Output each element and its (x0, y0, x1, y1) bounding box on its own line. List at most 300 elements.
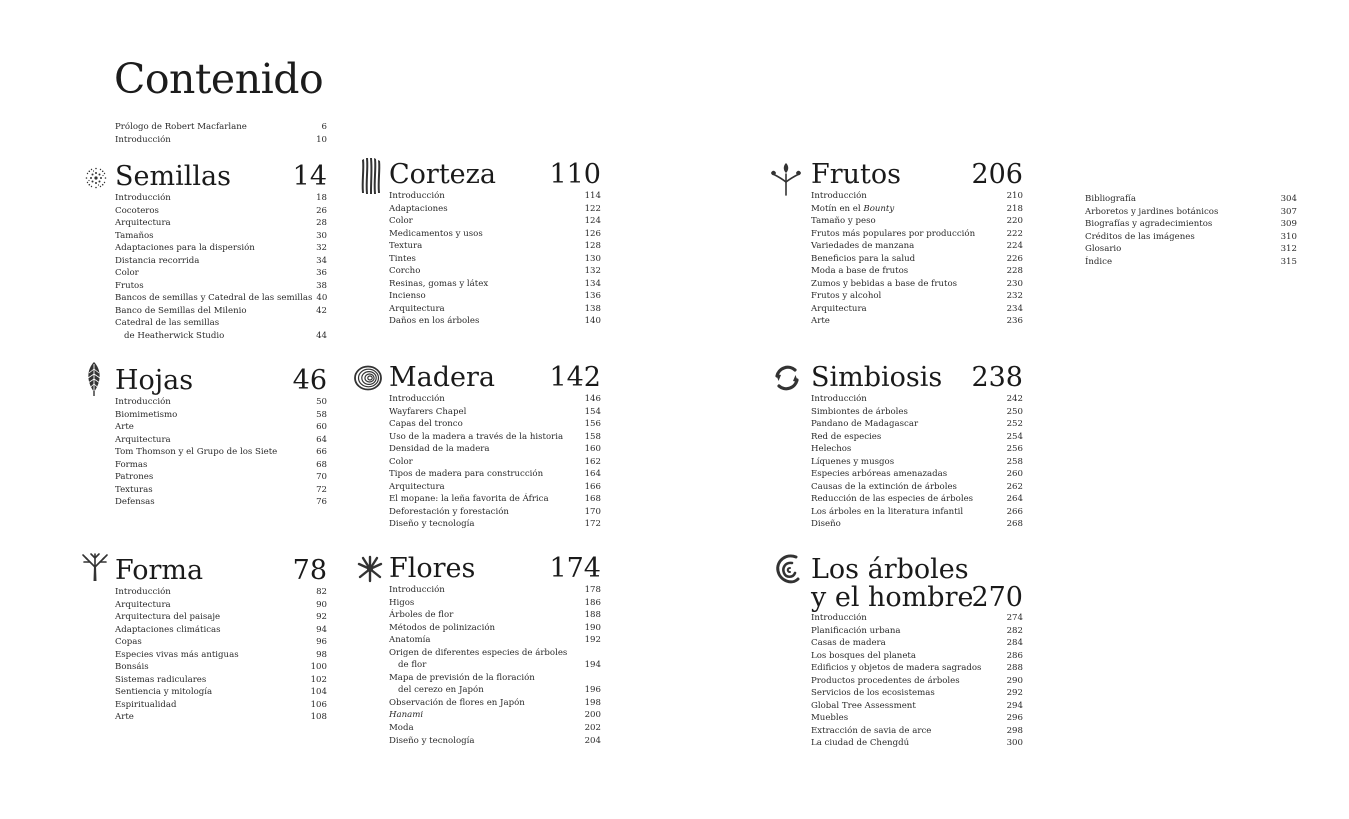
toc-entry-page: 315 (1280, 256, 1297, 267)
toc-entry-title: Color (389, 456, 413, 467)
toc-entry[interactable] (389, 406, 601, 419)
toc-entry[interactable] (389, 456, 601, 469)
toc-entry[interactable] (115, 459, 327, 472)
toc-entry-title: El mopane: la leña favorita de África (389, 494, 549, 505)
toc-entry[interactable] (115, 711, 327, 724)
toc-entry[interactable] (115, 317, 327, 330)
toc-entry-page: 36 (316, 268, 327, 279)
toc-entry[interactable] (389, 735, 601, 748)
toc-entry[interactable] (811, 637, 1023, 650)
toc-entry[interactable] (389, 253, 601, 266)
toc-entry-page: 60 (316, 422, 327, 433)
toc-entry[interactable] (811, 625, 1023, 638)
toc-entry[interactable] (389, 443, 601, 456)
toc-entry-page: 158 (584, 431, 601, 442)
toc-entry[interactable] (389, 584, 601, 597)
toc-entry-page: 192 (584, 635, 601, 646)
toc-entry[interactable] (1085, 193, 1297, 206)
section-items (811, 612, 1023, 750)
toc-entry[interactable] (811, 725, 1023, 738)
section-title: Hojas (115, 365, 194, 396)
tree-rings-icon (354, 365, 382, 391)
toc-entry-title: Especies vivas más antiguas (115, 649, 239, 660)
toc-entry[interactable] (811, 228, 1023, 241)
toc-entry-page: 140 (584, 316, 601, 327)
toc-entry[interactable] (811, 406, 1023, 419)
toc-entry[interactable] (389, 709, 601, 722)
toc-entry-page: 106 (310, 699, 327, 710)
toc-entry-title: Productos procedentes de árboles (811, 675, 960, 686)
toc-entry-page: 204 (584, 735, 601, 746)
toc-entry-page: 136 (584, 291, 601, 302)
toc-entry[interactable] (115, 661, 327, 674)
toc-entry-title: Frutos más populares por producción (811, 228, 976, 239)
toc-entry[interactable] (115, 121, 327, 134)
section-page: 14 (292, 161, 327, 192)
toc-entry[interactable] (1085, 231, 1297, 244)
toc-entry-page: 160 (584, 444, 601, 455)
toc-entry[interactable] (811, 675, 1023, 688)
toc-entry-page: 154 (584, 406, 601, 417)
toc-entry-title: Beneficios para la salud (811, 253, 916, 264)
toc-entry[interactable] (115, 434, 327, 447)
toc-entry-page: 312 (1280, 244, 1297, 255)
toc-entry[interactable] (811, 290, 1023, 303)
toc-entry[interactable] (1085, 256, 1297, 269)
toc-entry-title: Biografías y agradecimientos (1085, 219, 1213, 230)
toc-entry-page: 234 (1006, 303, 1023, 314)
toc-entry-page: 18 (316, 193, 327, 203)
toc-entry[interactable] (389, 240, 601, 253)
section-items (811, 393, 1023, 531)
toc-entry[interactable] (811, 612, 1023, 625)
toc-entry[interactable] (389, 315, 601, 328)
flower-icon (356, 555, 384, 583)
toc-entry-title: Biomimetismo (115, 409, 178, 420)
toc-entry[interactable] (115, 217, 327, 230)
toc-entry-title: Sentiencia y mitología (115, 687, 213, 698)
toc-entry[interactable] (389, 493, 601, 506)
toc-entry-page: 82 (316, 587, 327, 597)
section-arboles-hombre (811, 556, 1023, 750)
toc-entry-title: La ciudad de Chengdú (811, 738, 910, 749)
toc-entry[interactable] (811, 418, 1023, 431)
toc-entry-title: Adaptaciones climáticas (115, 624, 221, 635)
toc-entry-page: 156 (584, 419, 601, 430)
toc-entry-page: 304 (1280, 194, 1297, 204)
toc-entry[interactable] (811, 712, 1023, 725)
toc-entry-page: 50 (316, 397, 327, 407)
toc-entry-page: 44 (316, 331, 327, 342)
toc-entry[interactable] (115, 255, 327, 268)
toc-entry[interactable] (115, 280, 327, 293)
section-title: Corteza (389, 159, 496, 190)
toc-entry-title: Diseño (811, 519, 841, 530)
toc-entry-title: Introducción (115, 134, 171, 145)
toc-entry-page: 222 (1006, 228, 1023, 239)
toc-entry[interactable] (811, 265, 1023, 278)
toc-entry[interactable] (115, 611, 327, 624)
toc-entry[interactable] (115, 446, 327, 459)
toc-entry[interactable] (389, 672, 601, 685)
toc-entry-title: Observación de flores en Japón (389, 697, 525, 708)
toc-entry-title: Variedades de manzana (811, 241, 915, 252)
italic-title-part: Bounty (863, 203, 895, 214)
toc-entry-page: 218 (1006, 203, 1023, 214)
section-hojas (115, 366, 327, 509)
toc-entry-page: 108 (310, 712, 327, 723)
toc-entry-title: Capas del tronco (389, 419, 463, 430)
toc-entry-page: 172 (584, 519, 601, 530)
toc-entry-title: Introducción (811, 394, 867, 404)
toc-entry-title: Arquitectura (389, 481, 445, 492)
toc-entry-title: Copas (115, 637, 142, 648)
toc-entry[interactable] (115, 396, 327, 409)
toc-entry-page: 186 (584, 597, 601, 608)
toc-entry[interactable] (389, 203, 601, 216)
toc-entry[interactable] (389, 518, 601, 531)
toc-entry[interactable] (389, 393, 601, 406)
toc-entry[interactable] (389, 609, 601, 622)
toc-entry[interactable] (389, 622, 601, 635)
toc-entry-title: Introducción (389, 191, 445, 201)
toc-entry[interactable] (811, 240, 1023, 253)
toc-entry[interactable] (389, 228, 601, 241)
toc-entry-title: Glosario (1085, 244, 1122, 255)
section-items (115, 396, 327, 509)
section-page: 206 (971, 159, 1023, 190)
section-page: 142 (549, 362, 601, 393)
toc-entry-title: Cocoteros (115, 205, 159, 216)
toc-entry-page: 96 (316, 637, 327, 648)
toc-entry[interactable] (389, 290, 601, 303)
toc-entry[interactable] (811, 190, 1023, 203)
toc-entry[interactable] (1085, 218, 1297, 231)
toc-entry-page: 94 (316, 624, 327, 635)
toc-entry-title: Diseño y tecnología (389, 519, 475, 530)
toc-entry[interactable] (811, 481, 1023, 494)
toc-entry[interactable] (811, 700, 1023, 713)
toc-entry-page: 294 (1006, 700, 1023, 711)
toc-entry-page: 307 (1280, 206, 1297, 217)
toc-entry-page: 26 (316, 205, 327, 216)
section-page: 238 (971, 362, 1023, 393)
toc-entry-title: Edificios y objetos de madera sagrados (811, 663, 982, 674)
toc-entry-title: Wayfarers Chapel (389, 406, 467, 417)
toc-entry-page: 202 (584, 723, 601, 734)
toc-entry-page: 242 (1006, 394, 1023, 404)
toc-entry-page: 228 (1006, 266, 1023, 277)
toc-entry-page: 260 (1006, 469, 1023, 480)
toc-entry-page: 268 (1006, 519, 1023, 530)
toc-entry-page: 288 (1006, 663, 1023, 674)
toc-entry-page: 128 (584, 241, 601, 252)
toc-entry[interactable] (811, 443, 1023, 456)
toc-entry[interactable] (389, 647, 601, 660)
toc-entry[interactable] (811, 737, 1023, 750)
toc-entry-title: Resinas, gomas y látex (389, 278, 489, 289)
toc-entry[interactable] (389, 265, 601, 278)
toc-entry[interactable] (115, 421, 327, 434)
toc-entry-page: 194 (584, 660, 601, 671)
toc-entry-title: Deforestación y forestación (389, 506, 509, 517)
toc-entry[interactable] (115, 409, 327, 422)
toc-entry-page: 266 (1006, 506, 1023, 517)
toc-entry[interactable] (811, 393, 1023, 406)
toc-entry-title: Medicamentos y usos (389, 228, 483, 239)
toc-entry-title: Texturas (115, 484, 153, 495)
toc-entry-page: 224 (1006, 241, 1023, 252)
toc-entry-page: 130 (584, 253, 601, 264)
toc-entry-title: Arquitectura (115, 434, 171, 445)
toc-entry[interactable] (811, 315, 1023, 328)
toc-entry-title: Introducción (389, 394, 445, 404)
toc-entry-page: 38 (316, 280, 327, 291)
toc-entry[interactable] (389, 684, 601, 697)
toc-entry-title: Introducción (811, 613, 867, 623)
toc-entry-page: 90 (316, 599, 327, 610)
toc-entry[interactable] (389, 634, 601, 647)
toc-entry-title: Defensas (115, 497, 155, 508)
toc-entry-title: Introducción (115, 397, 171, 407)
toc-entry[interactable] (811, 203, 1023, 216)
toc-entry[interactable] (811, 215, 1023, 228)
toc-entry-page: 190 (584, 622, 601, 633)
toc-entry[interactable] (115, 484, 327, 497)
toc-entry[interactable] (389, 597, 601, 610)
toc-entry[interactable] (389, 697, 601, 710)
toc-entry-title: Densidad de la madera (389, 444, 490, 455)
toc-entry-title: Prólogo de Robert Macfarlane (115, 122, 247, 132)
toc-entry-page: 198 (584, 697, 601, 708)
toc-entry[interactable] (811, 662, 1023, 675)
toc-entry-title: Banco de Semillas del Milenio (115, 305, 247, 316)
toc-entry-page: 30 (316, 230, 327, 241)
toc-entry[interactable] (115, 599, 327, 612)
toc-entry-page: 92 (316, 612, 327, 623)
back-matter-list (1085, 193, 1297, 268)
toc-entry-title: Índice (1085, 256, 1113, 267)
toc-entry-title: Anatomía (389, 635, 431, 646)
toc-entry-page: 298 (1006, 725, 1023, 736)
toc-entry[interactable] (115, 586, 327, 599)
toc-entry[interactable] (811, 518, 1023, 531)
toc-entry-title: Líquenes y musgos (811, 456, 895, 467)
section-madera (389, 363, 601, 531)
toc-entry-title: Tamaños (115, 230, 154, 241)
toc-entry-page: 286 (1006, 650, 1023, 661)
toc-entry[interactable] (389, 481, 601, 494)
toc-entry-title: Origen de diferentes especies de árboles (389, 647, 568, 658)
toc-entry-title: Helechos (811, 444, 852, 455)
toc-entry-page: 40 (316, 293, 328, 304)
toc-entry[interactable] (811, 687, 1023, 700)
toc-entry-title: Arquitectura (115, 599, 171, 610)
toc-entry-page: 166 (584, 481, 601, 492)
toc-entry[interactable] (115, 471, 327, 484)
toc-entry[interactable] (115, 267, 327, 280)
toc-entry-page: 200 (584, 710, 601, 721)
toc-entry-page: 66 (316, 447, 327, 458)
toc-entry-page: 126 (584, 228, 601, 239)
toc-entry-title: Moda (389, 723, 414, 734)
toc-entry-page: 6 (321, 122, 327, 132)
toc-entry[interactable] (389, 431, 601, 444)
toc-entry-page: 64 (316, 434, 327, 445)
toc-entry-title: Color (115, 268, 139, 279)
toc-entry-title: Causas de la extinción de árboles (811, 481, 957, 492)
toc-entry-page: 236 (1006, 316, 1023, 327)
toc-entry[interactable] (1085, 206, 1297, 219)
toc-entry[interactable] (811, 650, 1023, 663)
toc-entry-title: Moda a base de frutos (811, 266, 909, 277)
toc-entry[interactable] (115, 636, 327, 649)
toc-entry-page: 122 (584, 203, 601, 214)
toc-entry[interactable] (115, 292, 327, 305)
toc-entry[interactable] (115, 192, 327, 205)
toc-entry-page: 146 (584, 394, 601, 404)
toc-entry[interactable] (115, 230, 327, 243)
section-title: Semillas (115, 161, 231, 192)
section-page: 270 (971, 582, 1023, 613)
toc-entry-page: 102 (310, 674, 327, 685)
toc-entry[interactable] (115, 205, 327, 218)
section-page: 110 (549, 159, 601, 190)
toc-entry-title: Adaptaciones (389, 203, 448, 214)
toc-entry-title: Formas (115, 459, 148, 470)
toc-entry-page: 162 (584, 456, 601, 467)
toc-entry[interactable] (115, 305, 327, 318)
toc-entry[interactable] (115, 699, 327, 712)
toc-entry[interactable] (389, 190, 601, 203)
toc-entry-page: 290 (1006, 675, 1023, 686)
toc-entry-page: 274 (1006, 613, 1023, 623)
toc-entry-page: 10 (316, 134, 327, 145)
toc-entry[interactable] (811, 253, 1023, 266)
toc-entry-title: Bibliografía (1085, 194, 1137, 204)
intro-list (115, 121, 327, 146)
toc-entry-title: Bancos de semillas y Catedral de las semillas (115, 293, 313, 304)
toc-entry-page: 282 (1006, 625, 1023, 636)
toc-entry-page: 134 (584, 278, 601, 289)
spiral-icon (774, 553, 802, 587)
section-page: 46 (292, 365, 327, 396)
toc-entry-title: Diseño y tecnología (389, 735, 475, 746)
toc-entry[interactable] (115, 496, 327, 509)
toc-entry[interactable] (811, 456, 1023, 469)
toc-entry-page: 296 (1006, 713, 1023, 724)
toc-entry-title: Sistemas radiculares (115, 674, 207, 685)
section-items (389, 190, 601, 328)
toc-entry-title: Adaptaciones para la dispersión (115, 243, 255, 254)
toc-entry-page: 132 (584, 266, 601, 277)
toc-entry-title: Bonsáis (115, 662, 149, 673)
toc-entry-title: Tipos de madera para construcción (389, 469, 544, 480)
toc-entry-page: 100 (310, 662, 327, 673)
toc-entry[interactable] (115, 624, 327, 637)
toc-entry-title: Reducción de las especies de árboles (811, 494, 974, 505)
toc-entry-page: 124 (584, 216, 601, 227)
toc-entry-title: Casas de madera (811, 638, 886, 649)
section-title: Simbiosis (811, 362, 943, 393)
toc-entry[interactable] (1085, 243, 1297, 256)
toc-entry-page: 196 (584, 685, 601, 696)
toc-entry-title: de Heatherwick Studio (124, 331, 225, 342)
section-items (389, 393, 601, 531)
section-title-line1: Los árboles (811, 554, 969, 585)
toc-entry[interactable] (811, 468, 1023, 481)
toc-entry[interactable] (115, 242, 327, 255)
toc-entry-page: 292 (1006, 688, 1023, 699)
page-title: Contenido (114, 55, 324, 103)
toc-entry[interactable] (389, 722, 601, 735)
toc-entry-title: Frutos (115, 280, 144, 291)
toc-entry-title: Arboretos y jardines botánicos (1085, 206, 1219, 217)
section-flores (389, 554, 601, 747)
toc-entry-title: Incienso (389, 291, 426, 302)
toc-entry[interactable] (811, 278, 1023, 291)
toc-entry-page: 72 (316, 484, 327, 495)
toc-entry-title: Textura (389, 241, 423, 252)
toc-entry-title: Red de especies (811, 431, 882, 442)
toc-entry[interactable] (389, 215, 601, 228)
toc-entry[interactable] (115, 686, 327, 699)
toc-entry-title: Los árboles en la literatura infantil (811, 506, 964, 517)
toc-entry-title: de flor (398, 660, 427, 671)
tree-silhouette-icon (81, 552, 109, 582)
toc-entry[interactable] (389, 278, 601, 291)
toc-entry-title: Higos (389, 597, 415, 608)
toc-entry-title: Tintes (389, 253, 416, 264)
toc-entry-title: Especies arbóreas amenazadas (811, 469, 948, 480)
toc-entry[interactable] (389, 468, 601, 481)
toc-entry-page: 220 (1006, 216, 1023, 227)
toc-entry[interactable] (115, 649, 327, 662)
toc-entry-title: Introducción (115, 193, 171, 203)
toc-entry[interactable] (811, 431, 1023, 444)
toc-entry-page: 258 (1006, 456, 1023, 467)
toc-entry-page: 114 (584, 191, 601, 201)
toc-entry-title: Muebles (811, 713, 849, 724)
toc-entry[interactable] (389, 418, 601, 431)
section-title: Flores (389, 553, 476, 584)
toc-entry-page: 138 (584, 303, 601, 314)
toc-entry-page: 104 (310, 687, 327, 698)
toc-entry[interactable] (389, 659, 601, 672)
section-items (389, 584, 601, 747)
toc-entry-title: Simbiontes de árboles (811, 406, 908, 417)
toc-entry-title: Créditos de las imágenes (1085, 231, 1195, 242)
toc-entry[interactable] (811, 506, 1023, 519)
toc-entry[interactable] (811, 303, 1023, 316)
section-items (115, 586, 327, 724)
toc-entry[interactable] (389, 506, 601, 519)
toc-entry-title: Arte (115, 422, 134, 433)
toc-entry-page: 178 (584, 585, 601, 595)
toc-entry-title: Tom Thomson y el Grupo de los Siete (115, 447, 278, 458)
toc-entry-title: Métodos de polinización (389, 622, 496, 633)
toc-entry-title: Color (389, 216, 413, 227)
toc-entry-page: 76 (316, 497, 327, 508)
toc-entry-page: 309 (1280, 219, 1297, 230)
toc-entry[interactable] (115, 674, 327, 687)
toc-entry[interactable] (115, 330, 327, 343)
toc-entry[interactable] (389, 303, 601, 316)
section-title: Madera (389, 362, 496, 393)
toc-entry[interactable] (811, 493, 1023, 506)
section-simbiosis (811, 363, 1023, 531)
toc-entry[interactable] (115, 134, 327, 147)
